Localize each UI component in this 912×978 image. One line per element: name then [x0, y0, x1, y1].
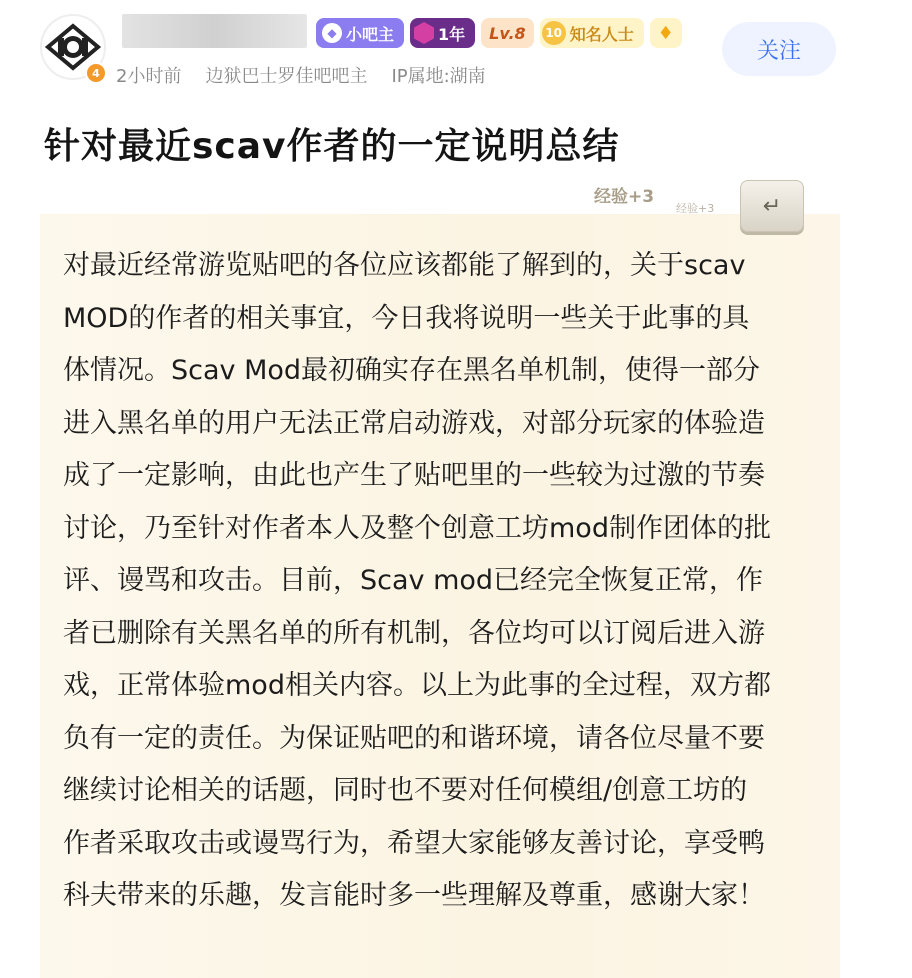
famous-badge[interactable] [540, 18, 644, 48]
admin-badge[interactable] [316, 18, 404, 48]
exp-gain-label: 经验+3 [594, 187, 655, 207]
post-body [63, 240, 823, 923]
post-meta [116, 62, 486, 88]
famous-medal-icon: 10 [542, 21, 566, 45]
post-body-line: 继续讨论相关的话题，同时也不要对任何模组/创意工坊的 [63, 775, 748, 806]
author-badges [316, 18, 682, 48]
post-body-line: 对最近经常游览贴吧的各位应该都能了解到的，关于scav [63, 250, 746, 281]
admin-badge-label: 小吧主 [346, 24, 395, 44]
level-badge-label: Lv.8 [489, 23, 526, 43]
enter-key-icon: ↵ [740, 180, 804, 232]
exp-gain-small-label: 经验+3 [676, 202, 715, 215]
author-name-redacted[interactable] [122, 14, 307, 48]
famous-badge-label: 知名人士 [569, 24, 634, 44]
year-badge-label: 1年 [438, 24, 466, 44]
admin-shield-icon: ◆ [322, 23, 342, 43]
post-body-line: 作者采取攻击或谩骂行为，希望大家能够友善讨论，享受鸭 [63, 827, 765, 859]
follow-button[interactable]: 关注 [722, 22, 836, 76]
post-body-line: 评、谩骂和攻击。目前，Scav mod已经完全恢复正常，作 [63, 565, 764, 596]
diamond-icon: ♦ [657, 22, 674, 44]
post-body-line: 体情况。Scav Mod最初确实存在黑名单机制，使得一部分 [63, 355, 761, 386]
post-body-line: MOD的作者的相关事宜，今日我将说明一些关于此事的具 [63, 302, 750, 334]
post-body-line: 者已删除有关黑名单的所有机制，各位均可以订阅后进入游 [63, 617, 765, 649]
year-gem-icon [414, 22, 434, 44]
post-body-line: 负有一定的责任。为保证贴吧的和谐环境，请各位尽量不要 [63, 722, 765, 754]
post-body-line: 戏，正常体验mod相关内容。以上为此事的全过程，双方都 [63, 670, 771, 701]
avatar-level-badge: 4 [85, 62, 107, 84]
ip-location: IP属地:湖南 [391, 66, 486, 87]
diamond-badge[interactable] [650, 18, 682, 48]
level-badge[interactable] [481, 18, 534, 48]
post-body-line: 讨论，乃至针对作者本人及整个创意工坊mod制作团体的批 [63, 512, 771, 544]
post-body-line: 科夫带来的乐趣，发言能时多一些理解及尊重，感谢大家！ [63, 880, 765, 911]
year-badge[interactable] [410, 18, 475, 48]
post-title: 针对最近scav作者的一定说明总结 [44, 126, 620, 167]
post-body-line: 成了一定影响，由此也产生了贴吧里的一些较为过激的节奏 [63, 460, 765, 491]
author-role[interactable]: 边狱巴士罗佳吧吧主 [205, 66, 368, 87]
post-time: 2小时前 [116, 66, 182, 87]
post-body-line: 进入黑名单的用户无法正常启动游戏，对部分玩家的体验造 [63, 407, 765, 439]
